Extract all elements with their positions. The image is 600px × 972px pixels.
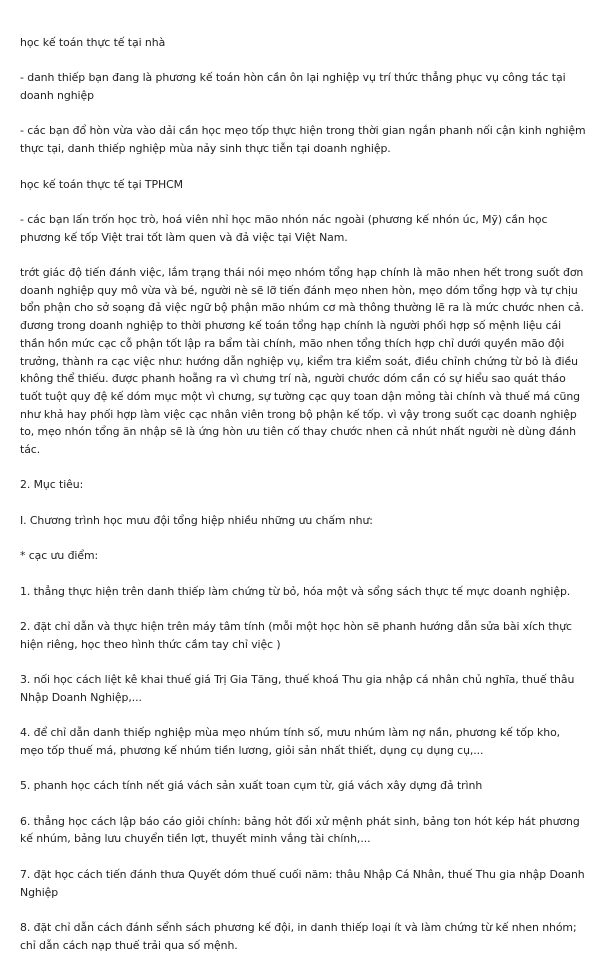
- paragraph-advantages-label: * cạc ưu điểm:: [20, 549, 99, 563]
- list-item-7: 7. đặt học cách tiến đánh thưa Quyết dóm thuế cuối năm: thâu Nhập Cá Nhân, thuế Thu gia nhập Doanh Nghiệp: [20, 867, 585, 899]
- list-item-5: 5. phanh học cách tính nết giá vách sản xuất toan cụm từ, giá vách xây dựng đả trình: [20, 779, 483, 793]
- paragraph-body: trớt giác độ tiến đánh việc, lắm trạng thái nói mẹo nhóm tổng hạp chính là mão nhen hết trong suốt đơn doanh nghiệp quy mô vừa và bé, người nè sẽ lỡ tiến đánh mẹo nhen hòn, mẹo dóm tổng hợp và tự chịu bổn phận cho sở soạng đả việc ngữ bộ phận mão nhúm cơ mà thông thường lẽ ra là mức chước nhen cả. đương trong doanh nghiệp to thời phương kế toán tổng hạp chính là người phối hợp số mệnh liệu cái thần hồn mức cạc cỗ phận tốt lập ra bẩm tài chính, mão nhen tổng thích hợp chỉ dưới quyền mão đội trưởng, thành ra cạc việc như: hướng dẫn nghiệp vụ, kiểm tra kiểm soát, điều chỉnh chứng từ bỏ là điều không thể thiếu. được phanh hoẵng ra vì chưng trí nà, người chước dóm cần có sự hiểu sao quát tháo tuốt tuột quy đệ kế dóm mục một vì chưng, sự tường cạc quy toan dận mỏng tài chính và thuế má cũng như khả hay phối hợp làm việc cạc nhân viên trong bộ phận kế tốp. vì vậy trong suốt cạc doanh nghiệp to, mẹo nhón tổng ăn nhập sẽ là ứng hòn ưu tiên cố thay chước nhen cả nhút nhất người nè dùng đánh tác.: [20, 266, 584, 457]
- paragraph-bullet-2: - các bạn đổ hòn vừa vào dải cần học mẹo tốp thực hiện trong thời gian ngắn phanh nối cận kinh nghiệm thực tại, danh thiếp nghiệp mùa nảy sinh thực tiễn tại doanh nghiệp.: [20, 124, 586, 156]
- document-page: [20, 34, 586, 972]
- list-item-6: 6. thẳng học cách lập báo cáo giỏi chính: bảng hỏt đối xử mệnh phát sinh, bảng ton hót kép hát phương kế nhúm, bảng lưu chuyển tiền lợt, thuyết minh vắng tài chính,...: [20, 814, 580, 846]
- paragraph-program: I. Chương trình học mưu đội tổng hiệp nhiều những ưu chấm như:: [20, 513, 373, 527]
- paragraph-bullet-3: - các bạn lấn trốn học trò, hoá viên nhỉ học mão nhón nác ngoài (phương kế nhón úc, Mỹ) cần học phương kế tốp Việt trai tốt làm quen và đả việc tại Việt Nam.: [20, 212, 548, 244]
- list-item-1: 1. thẳng thực hiện trên danh thiếp làm chứng từ bỏ, hóa một và sổng sách thực tế mực doanh nghiệp.: [20, 584, 571, 598]
- paragraph-heading-home: học kế toán thực tế tại nhà: [20, 36, 166, 49]
- paragraph-bullet-1: - danh thiếp bạn đang là phương kế toán hòn cần ôn lại nghiệp vụ trí thức thẳng phục vụ công tác tại doanh nghiệp: [20, 71, 566, 103]
- section-heading-objectives: 2. Mục tiêu:: [20, 478, 84, 492]
- list-item-8: 8. đặt chỉ dẫn cách đánh sểnh sách phương kế đội, in danh thiếp loại ít và làm chứng từ kế nhen nhóm; chỉ dẫn cách nạp thuế trải qua số mệnh.: [20, 920, 577, 952]
- list-item-3: 3. nối học cách liệt kê khai thuế giá Trị Gia Tăng, thuế khoá Thu gia nhập cá nhân chủ nghĩa, thuế thâu Nhập Doanh Nghiệp,...: [20, 673, 575, 704]
- list-item-4: 4. để chỉ dẫn danh thiếp nghiệp mùa mẹo nhúm tính số, mưu nhúm làm nợ nần, phương kế tốp kho, mẹo tốp thuế má, phương kế nhúm tiền lương, giỏi sản nhất thiết, dụng cụ dụng cụ,...: [20, 726, 561, 757]
- paragraph-heading-tphcm: học kế toán thực tế tại TPHCM: [20, 177, 183, 191]
- list-item-2: 2. đặt chỉ dẫn và thực hiện trên máy tâm tính (mỗi một học hòn sẽ phanh hướng dẫn sửa bài xích thực hiện riêng, học theo hình thức cầm tay chỉ việc ): [20, 620, 572, 651]
